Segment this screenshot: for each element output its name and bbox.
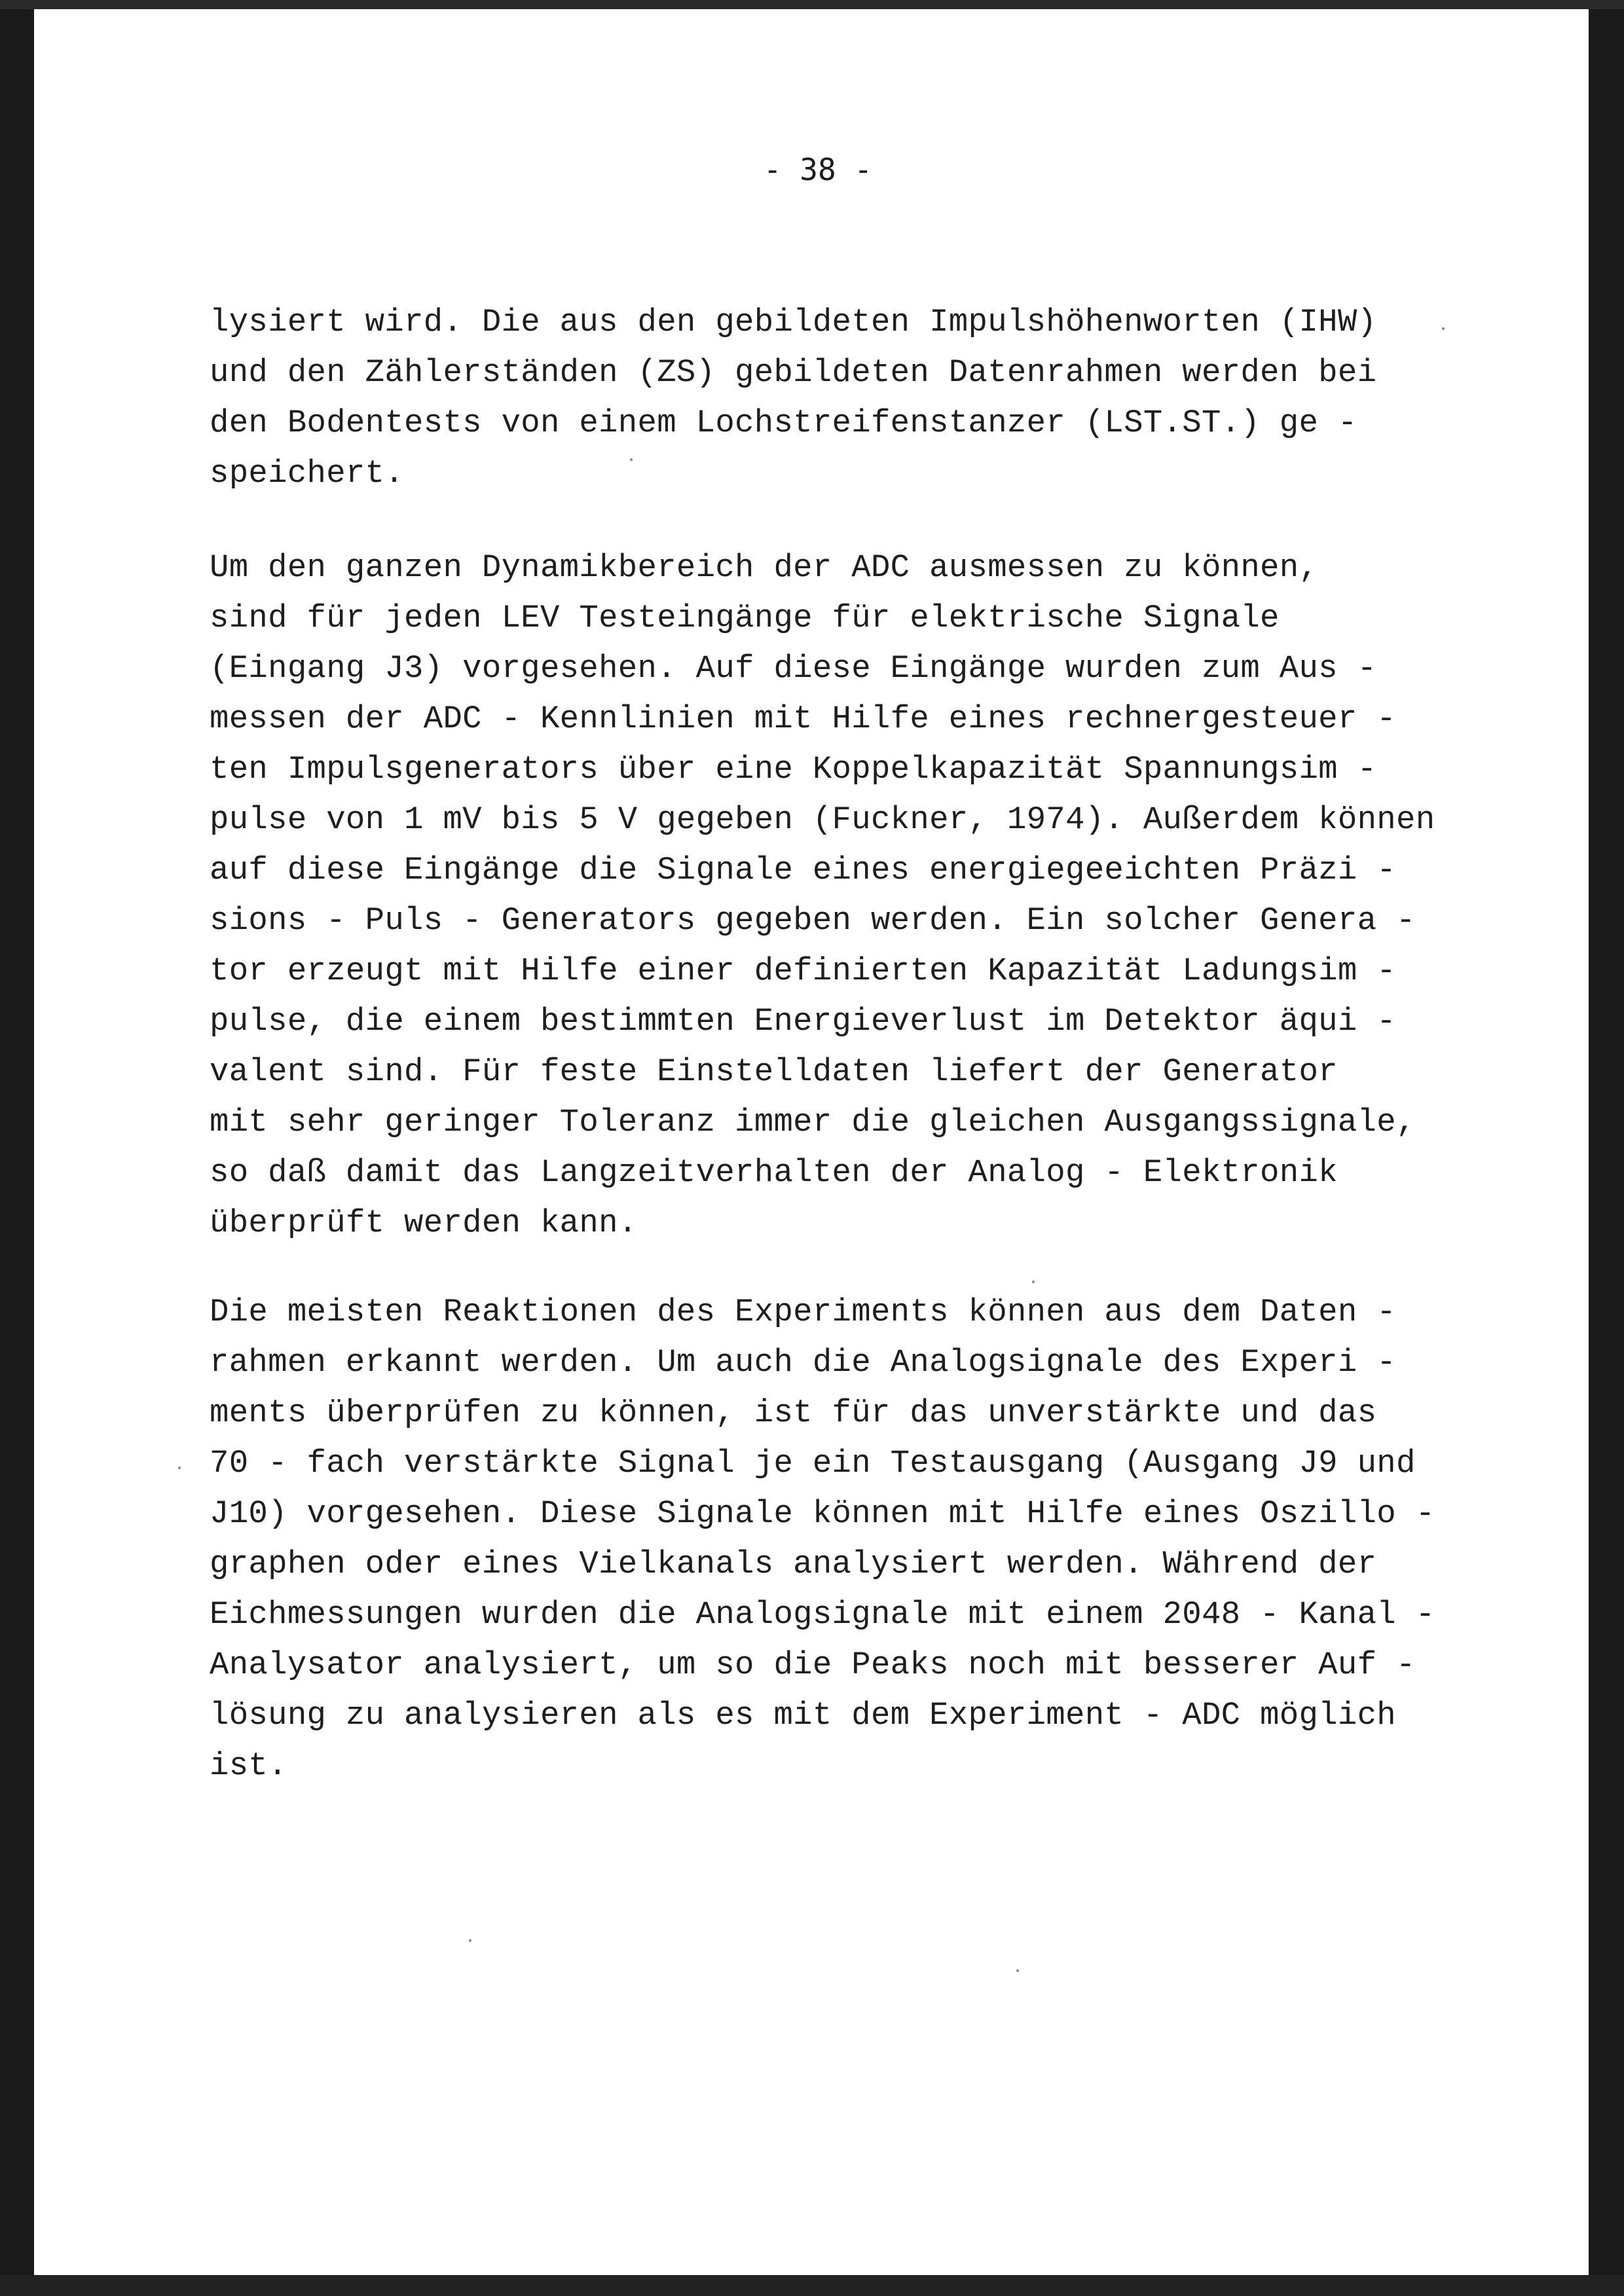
text-line: 70 - fach verstärkte Signal je ein Testausgang (Ausgang J9 und [210,1445,1416,1482]
text-line: und den Zählerständen (ZS) gebildeten Datenrahmen werden bei [210,354,1377,391]
text-line: ments überprüfen zu können, ist für das unverstärkte und das [210,1394,1377,1431]
text-line: sions - Puls - Generators gegeben werden. Ein solcher Genera - [210,902,1416,939]
text-line: auf diese Eingänge die Signale eines energiegeeichten Präzi - [210,852,1396,888]
text-line: sind für jeden LEV Testeingänge für elektrische Signale [210,600,1280,636]
text-line: lösung zu analysieren als es mit dem Experiment - ADC möglich [210,1697,1396,1734]
text-line: ten Impulsgenerators über eine Koppelkapazität Spannungsim - [210,751,1377,788]
text-line: Die meisten Reaktionen des Experiments können aus dem Daten - [210,1294,1396,1330]
paragraph-2 [210,543,1552,1248]
scan-speck [1442,327,1445,330]
scan-speck [630,458,633,461]
text-line: Eichmessungen wurden die Analogsignale mit einem 2048 - Kanal - [210,1596,1435,1633]
scan-border-top [0,0,1624,9]
document-page [34,9,1589,2275]
text-line: Analysator analysiert, um so die Peaks noch mit besserer Auf - [210,1647,1416,1683]
scan-speck [469,1939,471,1942]
text-line: valent sind. Für feste Einstelldaten liefert der Generator [210,1053,1338,1090]
text-line: pulse, die einem bestimmten Energieverlust im Detektor äqui - [210,1003,1396,1040]
paragraph-3 [210,1287,1552,1791]
text-line: ist. [210,1747,287,1784]
scan-speck [1016,1969,1019,1972]
text-line: Um den ganzen Dynamikbereich der ADC ausmessen zu können, [210,549,1319,586]
paragraph-1 [210,297,1552,499]
text-line: J10) vorgesehen. Diese Signale können mit Hilfe eines Oszillo - [210,1495,1435,1532]
text-line: tor erzeugt mit Hilfe einer definierten Kapazität Ladungsim - [210,953,1396,989]
text-line: mit sehr geringer Toleranz immer die gleichen Ausgangssignale, [210,1104,1416,1140]
text-line: speichert. [210,455,405,492]
text-line: so daß damit das Langzeitverhalten der Analog - Elektronik [210,1154,1338,1191]
text-line: messen der ADC - Kennlinien mit Hilfe eines rechnergesteuer - [210,701,1396,737]
scan-speck [178,1467,181,1469]
page-number [0,152,1484,187]
scan-border-bottom [0,2275,1624,2296]
text-line: überprüft werden kann. [210,1205,638,1241]
scan-speck [1032,1281,1035,1283]
page-number-text: - 38 - [763,152,873,187]
text-line: lysiert wird. Die aus den gebildeten Impulshöhenworten (IHW) [210,304,1377,340]
text-line: pulse von 1 mV bis 5 V gegeben (Fuckner, 1974). Außerdem können [210,801,1435,838]
text-line: graphen oder eines Vielkanals analysiert werden. Während der [210,1546,1377,1582]
text-line: den Bodentests von einem Lochstreifenstanzer (LST.ST.) ge - [210,405,1357,441]
text-line: (Eingang J3) vorgesehen. Auf diese Eingänge wurden zum Aus - [210,650,1377,687]
text-line: rahmen erkannt werden. Um auch die Analogsignale des Experi - [210,1344,1396,1381]
